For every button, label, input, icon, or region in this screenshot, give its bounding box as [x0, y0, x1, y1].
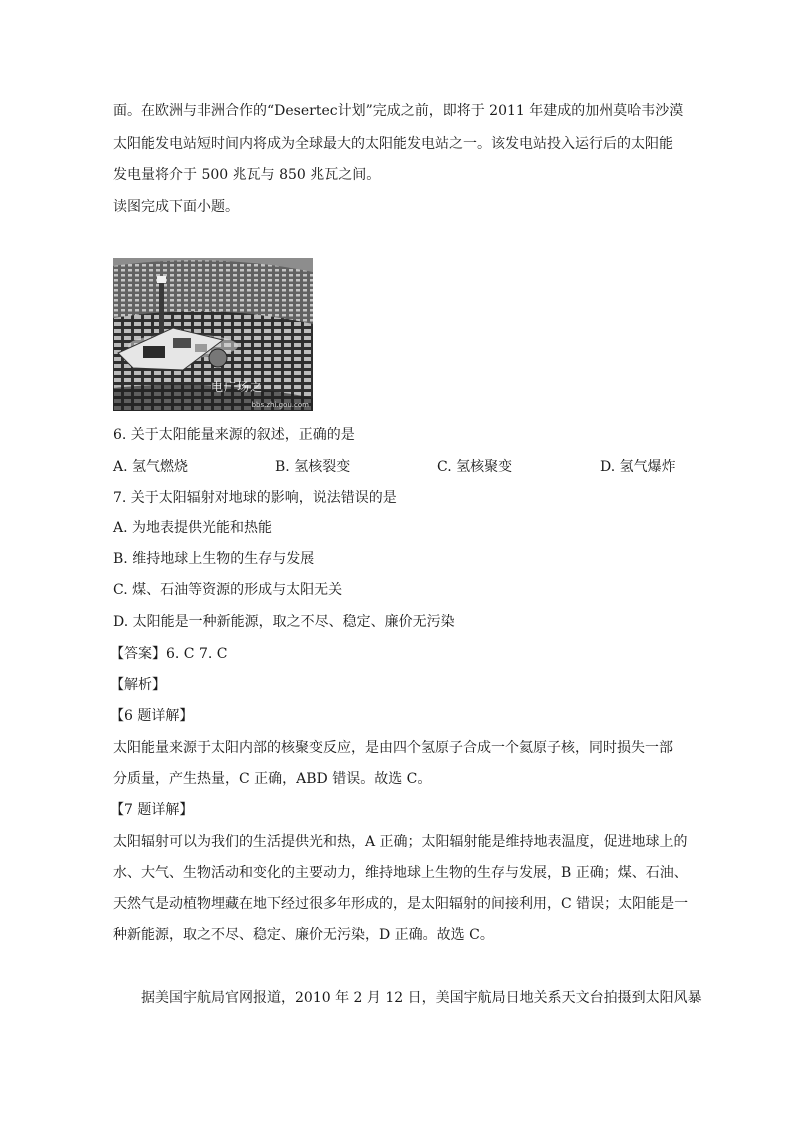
- next-paragraph-line: 据美国宇航局官网报道，2010 年 2 月 12 日，美国宇航局日地关系天文台拍摄到太阳风暴: [141, 990, 702, 1006]
- question-6-option-a: A. 氢气燃烧: [113, 459, 189, 475]
- detail-6-title: 【6 题详解】: [110, 708, 194, 724]
- detail-7-title: 【7 题详解】: [110, 802, 194, 818]
- intro-line-3: 发电量将介于 500 兆瓦与 850 兆瓦之间。: [113, 167, 381, 183]
- question-6-stem: 6. 关于太阳能量来源的叙述，正确的是: [113, 427, 355, 443]
- photo-watermark: bbs.zhi.gou.com: [251, 401, 309, 409]
- question-7-option-d: D. 太阳能是一种新能源，取之不尽、稳定、廉价无污染: [113, 614, 455, 630]
- detail-7-line-2: 水、大气、生物活动和变化的主要动力，维持地球上生物的生存与发展，B 正确；煤、石油、: [113, 865, 688, 881]
- detail-6-line-1: 太阳能量来源于太阳内部的核聚变反应，是由四个氢原子合成一个氦原子核，同时损失一部: [113, 740, 673, 756]
- question-7-option-a: A. 为地表提供光能和热能: [113, 520, 273, 536]
- question-7-option-b: B. 维持地球上生物的生存与发展: [113, 551, 315, 567]
- intro-line-1: 面。在欧洲与非洲合作的“Desertec计划”完成之前，即将于 2011 年建成的加州莫哈韦沙漠: [113, 103, 684, 119]
- question-7-option-c: C. 煤、石油等资源的形成与太阳无关: [113, 582, 343, 598]
- question-6-option-c: C. 氢核聚变: [437, 459, 513, 475]
- detail-7-line-1: 太阳辐射可以为我们的生活提供光和热，A 正确；太阳辐射能是维持地表温度，促进地球上的: [113, 834, 688, 850]
- analysis-title: 【解析】: [110, 677, 166, 693]
- photo-caption: 电广场之: [211, 380, 264, 394]
- question-6-option-d: D. 氢气爆炸: [600, 459, 676, 475]
- solar-power-plant-photo: [113, 258, 313, 411]
- intro-line-4: 读图完成下面小题。: [113, 199, 239, 215]
- detail-6-line-2: 分质量，产生热量，C 正确，ABD 错误。故选 C。: [113, 771, 432, 787]
- answer-line: 【答案】6. C 7. C: [110, 646, 228, 662]
- detail-7-line-3: 天然气是动植物埋藏在地下经过很多年形成的，是太阳辐射的间接利用，C 错误；太阳能是一: [113, 896, 689, 912]
- question-7-stem: 7. 关于太阳辐射对地球的影响，说法错误的是: [113, 490, 397, 506]
- detail-7-line-4: 种新能源，取之不尽、稳定、廉价无污染，D 正确。故选 C。: [113, 927, 494, 943]
- intro-line-2: 太阳能发电站短时间内将成为全球最大的太阳能发电站之一。该发电站投入运行后的太阳能: [113, 136, 673, 152]
- question-6-option-b: B. 氢核裂变: [275, 459, 351, 475]
